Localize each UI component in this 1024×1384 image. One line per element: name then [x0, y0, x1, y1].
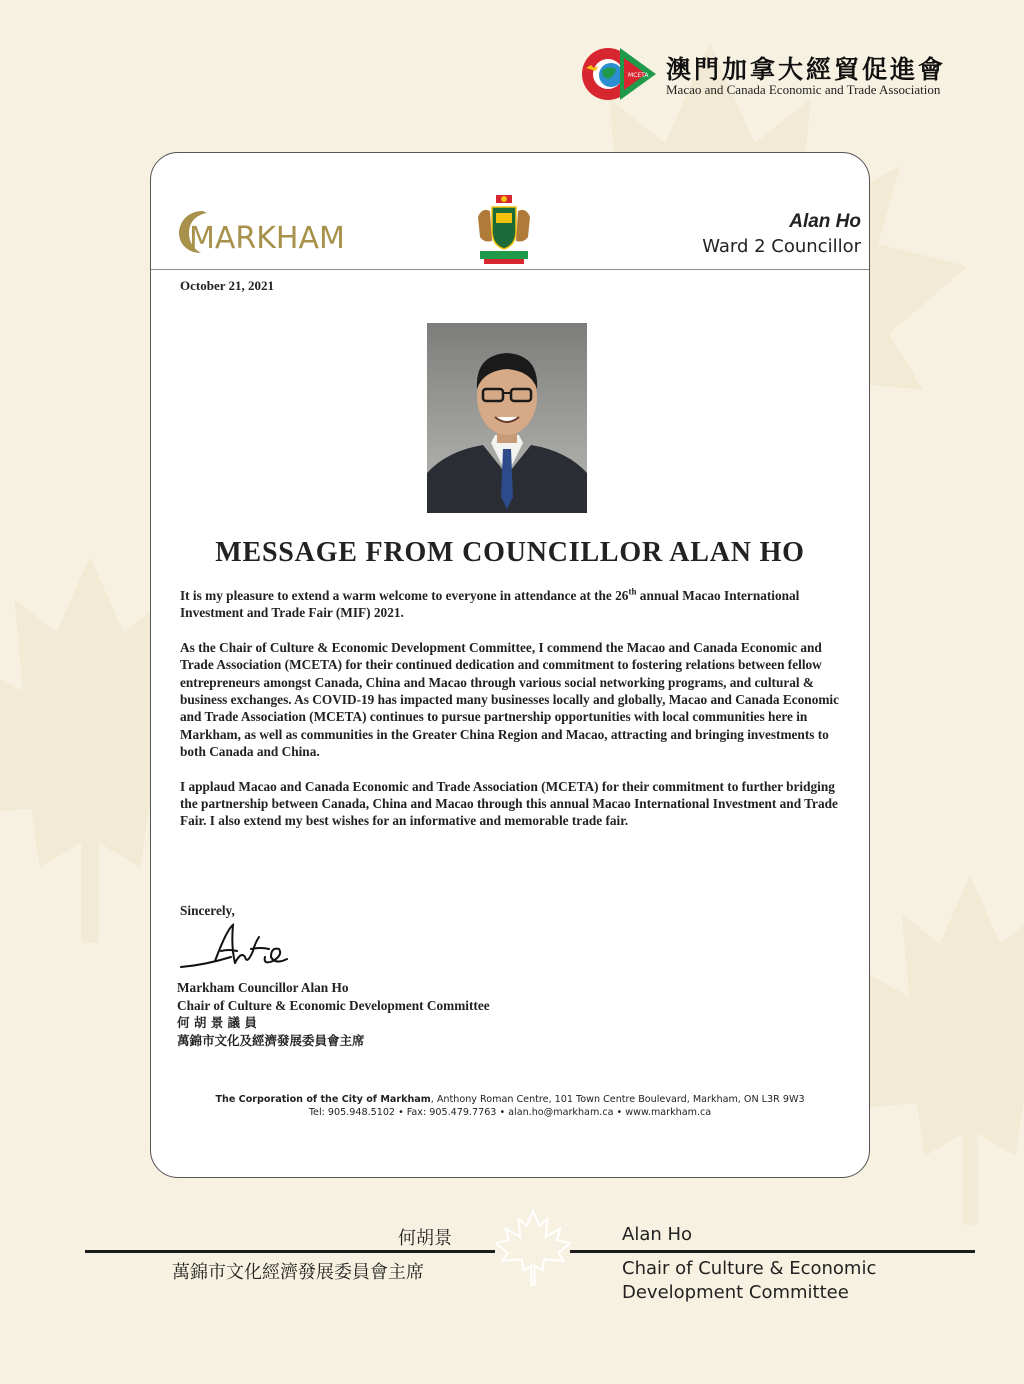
- signature-block: [177, 979, 490, 1049]
- markham-logo: [177, 203, 359, 257]
- caption-divider-right: [570, 1250, 975, 1253]
- org-name-english: Macao and Canada Economic and Trade Association: [666, 82, 941, 97]
- footer-address: The Corporation of the City of Markham, Anthony Roman Centre, 101 Town Centre Boulevard, Markham, ON L3R 9W3: [215, 1094, 805, 1105]
- mceta-logo-icon: [580, 44, 660, 104]
- caption-title-english-line2: Development Committee: [622, 1282, 849, 1303]
- caption-divider-left: [85, 1250, 495, 1253]
- mceta-header: [580, 44, 980, 104]
- body-paragraph: It is my pleasure to extend a warm welcome to everyone in attendance at the 26th annual Macao International Investment and Trade Fair (MIF) 2021.: [180, 586, 800, 621]
- handwritten-signature: [175, 921, 315, 977]
- signatory-name: Markham Councillor Alan Ho: [177, 980, 349, 995]
- signatory-name-chinese: 何 胡 景 議 員: [177, 1015, 257, 1030]
- caption-title-english-line1: Chair of Culture & Economic: [622, 1258, 877, 1279]
- signatory-title-chinese: 萬錦市文化及經濟發展委員會主席: [177, 1032, 365, 1048]
- maple-leaf-outline-icon: [488, 1208, 578, 1288]
- letter-card: [150, 152, 870, 1178]
- header-divider: [151, 269, 869, 270]
- letter-footer: [151, 1093, 869, 1119]
- markham-coat-of-arms-icon: [474, 193, 534, 267]
- signatory-title: Chair of Culture & Economic Development Committee: [177, 997, 490, 1013]
- closing-salutation: Sincerely,: [180, 903, 235, 918]
- councillor-block: [702, 211, 861, 257]
- letter-title: MESSAGE FROM COUNCILLOR ALAN HO: [215, 537, 805, 568]
- caption-name-chinese: 何胡景: [398, 1228, 452, 1249]
- footer-contact: Tel: 905.948.5102 • Fax: 905.479.7763 • alan.ho@markham.ca • www.markham.ca: [308, 1107, 712, 1118]
- svg-text:MCETA: MCETA: [628, 72, 649, 79]
- letter-date: October 21, 2021: [180, 278, 274, 293]
- councillor-role: Ward 2 Councillor: [702, 236, 861, 257]
- body-paragraph: I applaud Macao and Canada Economic and Trade Association (MCETA) for their commitment to further bridging the partnership between Canada, China and Macao through this annual Macao International Investment and Trade Fair. I also extend my best wishes for an informative and memorable trade fair.: [180, 778, 838, 829]
- caption-name-english: Alan Ho: [622, 1224, 693, 1245]
- caption-title-chinese: 萬錦市文化經濟發展委員會主席: [172, 1262, 424, 1283]
- body-paragraph: As the Chair of Culture & Economic Development Committee, I commend the Macao and Canada Economic and Trade Association (MCETA) for their continued dedication and commitment to fostering relations between fellow entrepreneurs amongst Canada, China and Macao through various social networking programs, and cultural & business exchanges. As COVID-19 has impacted many businesses locally and globally, Macao and Canada Economic and Trade Association (MCETA) continues to pursue partnership opportunities with local communities here in Markham, as well as communities in the Greater China Region and Macao, attracting and bringing investments to both Canada and China.: [180, 639, 840, 760]
- org-name-chinese: 澳門加拿大經貿促進會: [666, 55, 947, 84]
- councillor-portrait-photo: [427, 323, 587, 513]
- svg-text:MARKHAM: MARKHAM: [189, 221, 345, 256]
- councillor-name: Alan Ho: [789, 211, 861, 232]
- letter-body: [180, 587, 845, 847]
